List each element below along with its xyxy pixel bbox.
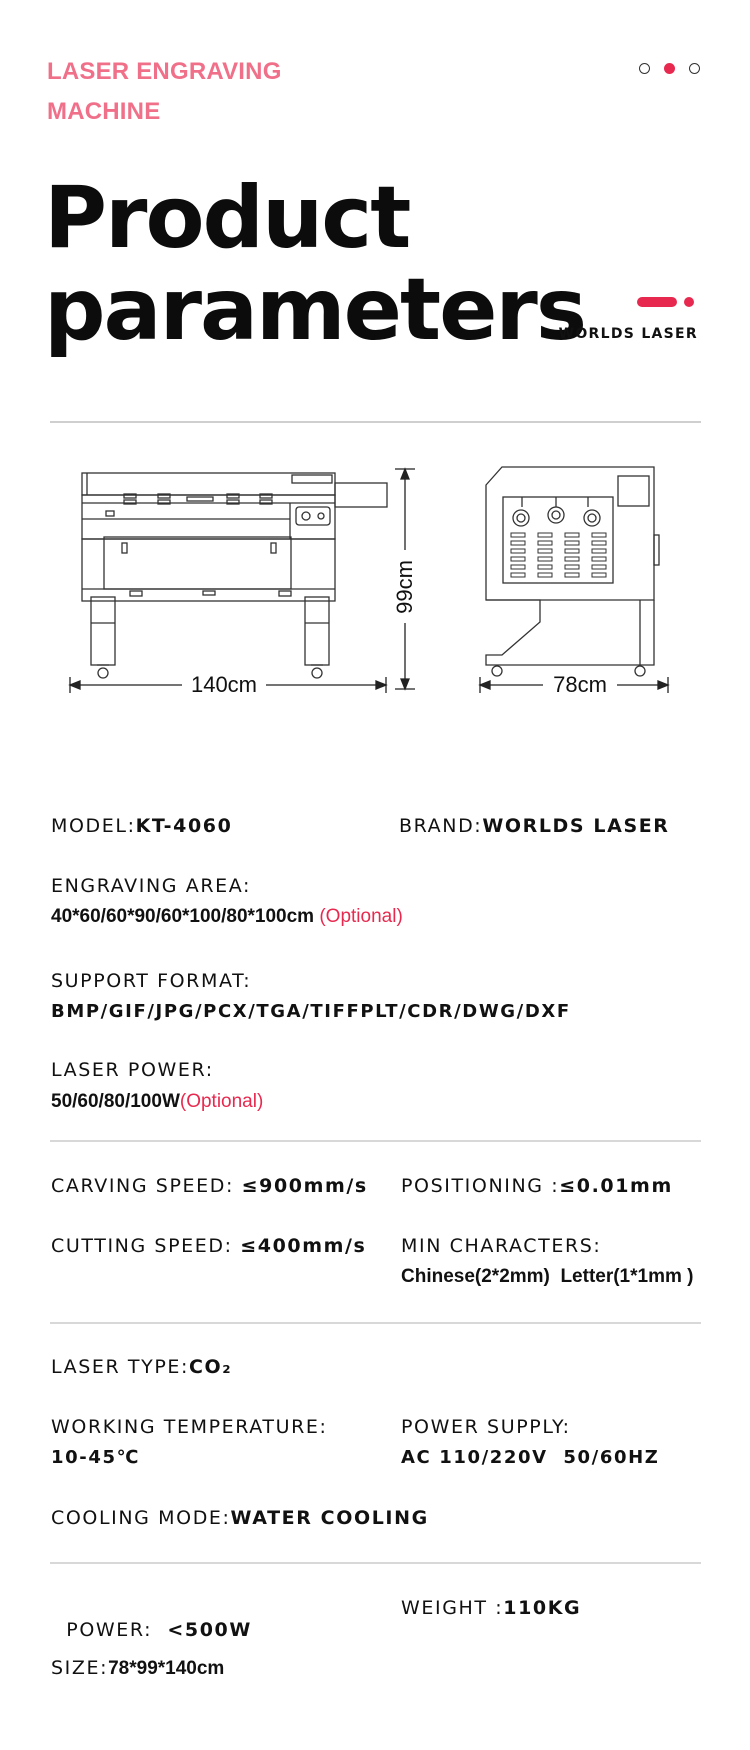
spec-positioning xyxy=(401,1175,673,1197)
spec-model xyxy=(51,815,232,837)
spec-laser-type xyxy=(51,1356,232,1378)
front-view-drawing xyxy=(82,473,387,678)
spec-carving-speed-label: CARVING SPEED: xyxy=(51,1175,242,1197)
spec-positioning-value: ≤0.01mm xyxy=(559,1175,673,1197)
spec-laser-power-label: LASER POWER: xyxy=(51,1059,214,1081)
dimension-depth-label: 78cm xyxy=(553,672,607,697)
spec-size-value: 78*99*140cm xyxy=(108,1658,225,1679)
brand-accent-mark xyxy=(637,297,694,307)
spec-weight-value: 110KG xyxy=(503,1597,582,1619)
spec-size xyxy=(51,1657,224,1680)
spec-cutting-speed xyxy=(51,1235,366,1257)
pagination-dots xyxy=(639,63,700,74)
spec-engraving-area-value: 40*60/60*90/60*100/80*100cm xyxy=(51,906,315,927)
header-divider xyxy=(50,421,701,423)
accent-pill xyxy=(637,297,677,307)
spec-power xyxy=(51,1597,252,1641)
spec-laser-power xyxy=(51,1091,263,1113)
dimension-width-label: 140cm xyxy=(190,672,258,697)
spec-brand-value: WORLDS LASER xyxy=(482,815,670,837)
spec-cooling-label: COOLING MODE: xyxy=(51,1507,231,1529)
spec-laser-type-label: LASER TYPE: xyxy=(51,1356,190,1378)
spec-brand-label: BRAND: xyxy=(399,815,483,837)
dimension-height-label: 99cm xyxy=(392,560,417,614)
section-divider-2 xyxy=(50,1322,701,1324)
spec-brand xyxy=(399,815,670,837)
spec-min-characters-label: MIN CHARACTERS: xyxy=(401,1235,602,1257)
title-line-1: Product xyxy=(44,168,410,268)
spec-power-supply-label: POWER SUPPLY: xyxy=(401,1416,571,1438)
spec-working-temp-label: WORKING TEMPERATURE: xyxy=(51,1416,328,1438)
side-view-drawing xyxy=(486,467,659,676)
spec-cooling-value: WATER COOLING xyxy=(230,1507,429,1529)
spec-engraving-area-note: (Optional) xyxy=(319,906,403,927)
spec-weight xyxy=(401,1597,581,1619)
accent-dot xyxy=(684,297,694,307)
spec-power-label: POWER: xyxy=(66,1619,168,1641)
subtitle xyxy=(47,52,282,132)
spec-min-characters-value: Chinese(2*2mm) Letter(1*1mm ) xyxy=(401,1266,694,1287)
subtitle-line-1: LASER ENGRAVING xyxy=(47,58,282,85)
spec-cutting-speed-value: ≤400mm/s xyxy=(240,1235,367,1257)
pagination-dot-2-active[interactable] xyxy=(664,63,675,74)
spec-laser-type-value: CO₂ xyxy=(189,1356,233,1378)
spec-cutting-speed-label: CUTTING SPEED: xyxy=(51,1235,241,1257)
subtitle-line-2: MACHINE xyxy=(47,98,161,125)
spec-model-value: KT-4060 xyxy=(135,815,233,837)
pagination-dot-1[interactable] xyxy=(639,63,650,74)
spec-carving-speed xyxy=(51,1175,368,1197)
machine-dimension-drawing xyxy=(0,455,750,735)
page-title xyxy=(44,168,586,360)
spec-laser-power-value: 50/60/80/100W xyxy=(51,1091,180,1112)
spec-engraving-area xyxy=(51,906,403,928)
spec-weight-label: WEIGHT : xyxy=(401,1597,504,1619)
spec-model-label: MODEL: xyxy=(51,815,136,837)
spec-positioning-label: POSITIONING : xyxy=(401,1175,560,1197)
spec-cooling-mode xyxy=(51,1507,429,1529)
spec-power-value: <500W xyxy=(167,1619,252,1641)
spec-carving-speed-value: ≤900mm/s xyxy=(241,1175,368,1197)
pagination-dot-3[interactable] xyxy=(689,63,700,74)
spec-engraving-area-label: ENGRAVING AREA: xyxy=(51,875,252,897)
spec-power-supply-value: AC 110/220V 50/60HZ xyxy=(401,1447,660,1468)
spec-working-temp-value: 10-45℃ xyxy=(51,1447,140,1468)
spec-support-format-value: BMP/GIF/JPG/PCX/TGA/TIFFPLT/CDR/DWG/DXF xyxy=(51,1001,571,1022)
spec-laser-power-note: (Optional) xyxy=(179,1091,264,1112)
spec-size-label: SIZE: xyxy=(51,1657,109,1679)
spec-support-format-label: SUPPORT FORMAT: xyxy=(51,970,252,992)
section-divider-1 xyxy=(50,1140,701,1142)
brand-tag: WORLDS LASER xyxy=(558,326,698,342)
section-divider-3 xyxy=(50,1562,701,1564)
title-line-2: parameters xyxy=(44,260,586,360)
